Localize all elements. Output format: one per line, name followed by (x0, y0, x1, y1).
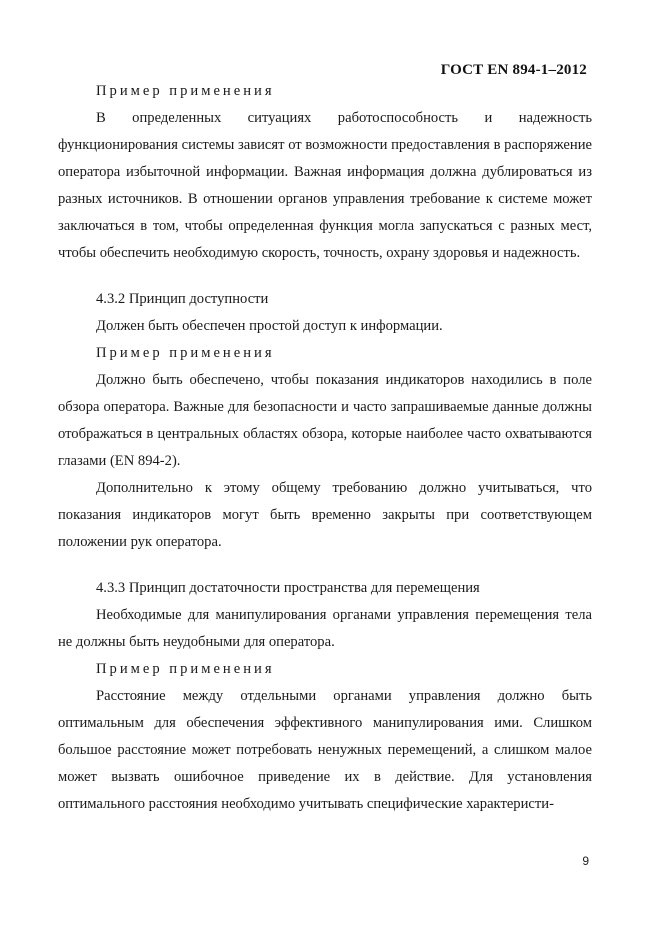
paragraph: Необходимые для манипулирования органами управления перемещения тела не должны быть неудобными для оператора. (58, 607, 592, 650)
section-heading-4-3-2: 4.3.2 Принцип доступности (96, 291, 269, 307)
document-body (58, 78, 592, 818)
paragraph: Расстояние между отдельными органами управления должно быть оптимальным для обеспечения эффективного манипулирования ими. Слишком большое расстояние может потребовать ненужных перемещений, а слишком малое может вызвать ошибочное приведение их в действие. Для установления оптимального расстояния необходимо учитывать специфические характеристи- (58, 688, 592, 812)
paragraph: Дополнительно к этому общему требованию должно учитываться, что показания индикаторов могут быть временно закрыты при соответствующем положении рук оператора. (58, 480, 592, 550)
paragraph: Должен быть обеспечен простой доступ к информации. (96, 318, 443, 334)
paragraph: В определенных ситуациях работоспособность и надежность функционирования системы зависят от возможности предоставления в распоряжение оператора избыточной информации. Важная информация должна дублироваться из разных источников. В отношении органов управления требование к системе может заключаться в том, чтобы определенная функция могла запускаться с разных мест, чтобы обеспечить необходимую скорость, точность, охрану здоровья и надежность. (58, 110, 592, 261)
page-number: 9 (582, 854, 589, 868)
section-heading-4-3-3: 4.3.3 Принцип достаточности пространства для перемещения (96, 580, 480, 596)
example-label: Пример применения (96, 83, 275, 99)
example-label: Пример применения (96, 345, 275, 361)
document-code: ГОСТ EN 894-1–2012 (440, 62, 587, 78)
paragraph: Должно быть обеспечено, чтобы показания индикаторов находились в поле обзора оператора. Важные для безопасности и часто запрашиваемые данные должны отображаться в центральных областях обзора, которые наиболее часто охватываются глазами (EN 894-2). (58, 372, 592, 469)
example-label: Пример применения (96, 661, 275, 677)
